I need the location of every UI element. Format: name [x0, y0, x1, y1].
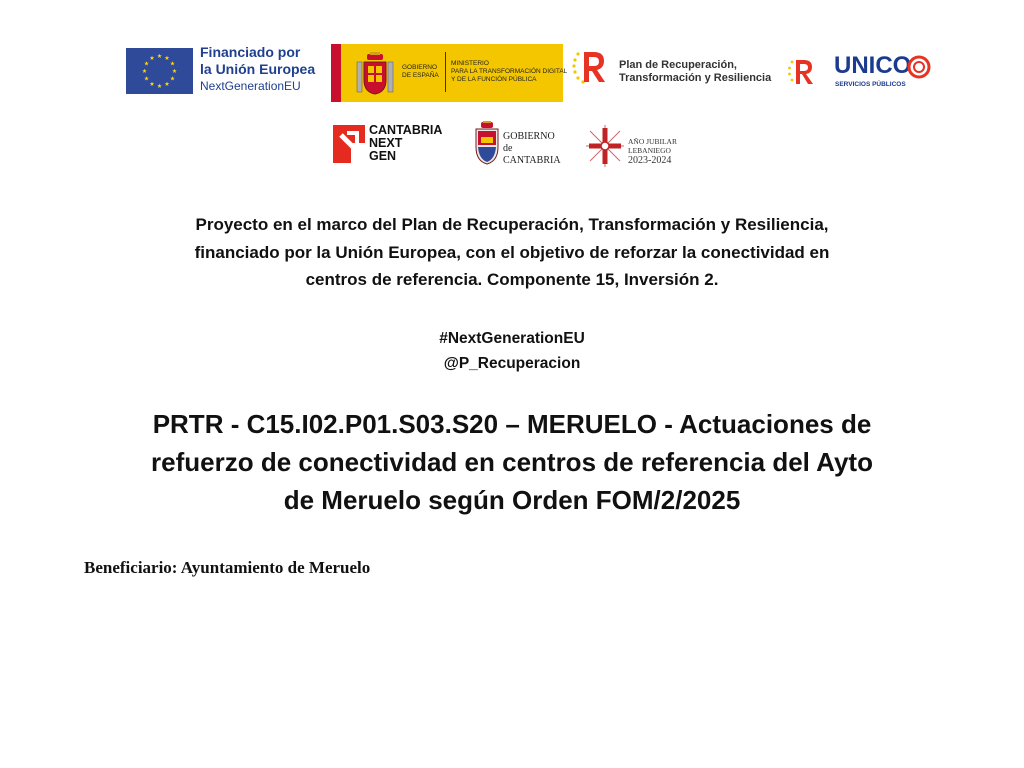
gcant-line-3: CANTABRIA — [503, 155, 561, 166]
jubilar-cross-icon — [586, 125, 624, 172]
jubilar-text — [628, 137, 677, 167]
jubilar-line-1: AÑO JUBILAR — [628, 137, 677, 146]
eu-star-icon — [157, 84, 162, 88]
eu-star-icon — [142, 69, 147, 73]
cantabria-line-2: NEXT — [369, 136, 403, 150]
gobierno-line-1: GOBIERNO — [402, 64, 438, 71]
title-line-3: de Meruelo según Orden FOM/2/2025 — [283, 485, 741, 515]
eu-stars-icon — [126, 48, 193, 94]
cantabria-next-gen-text — [369, 124, 442, 163]
eu-line-2: la Unión Europea — [200, 61, 316, 77]
title-line-2: refuerzo de conectividad en centros de referencia del Ayto — [151, 447, 873, 477]
prtr-line-1: Plan de Recuperación, — [619, 59, 737, 71]
jubilar-years: 2023-2024 — [628, 155, 672, 166]
eu-star-icon — [144, 76, 149, 80]
social-tags — [70, 326, 954, 376]
unico-name: UNICO — [834, 52, 912, 79]
intro-line-1: Proyecto en el marco del Plan de Recuperación, Transformación y Resiliencia, — [195, 215, 829, 234]
twitter-handle: @P_Recuperacion — [443, 355, 581, 372]
gobierno-divider — [445, 52, 446, 92]
eu-star-icon — [172, 69, 177, 73]
title-line-1: PRTR - C15.I02.P01.S03.S20 – MERUELO - Actuaciones de — [152, 409, 872, 439]
cantabria-next-gen-icon — [333, 125, 365, 168]
ministerio-line-1: MINISTERIO — [451, 60, 489, 67]
eu-star-icon — [150, 82, 155, 86]
cantabria-line-3: GEN — [369, 149, 397, 163]
jubilar-line-2: LEBANIEGO — [628, 146, 671, 155]
project-title — [40, 405, 984, 519]
cantabria-line-1: CANTABRIA — [369, 123, 443, 137]
eu-star-icon — [144, 61, 149, 65]
eu-star-icon — [157, 54, 162, 58]
gobierno-stripe — [331, 44, 341, 102]
intro-paragraph — [70, 211, 954, 294]
unico-subtitle: SERVICIOS PÚBLICOS — [835, 81, 906, 88]
cantabria-shield-icon — [474, 121, 500, 170]
eu-star-icon — [170, 61, 175, 65]
ministerio-label — [451, 60, 567, 84]
eu-flag-logo — [126, 48, 193, 94]
eu-star-icon — [165, 82, 170, 86]
intro-line-2: financiado por la Unión Europea, con el objetivo de reforzar la conectividad en — [194, 242, 830, 262]
eu-line-1: Financiado por — [200, 44, 301, 60]
beneficiary-text: Beneficiario: Ayuntamiento de Meruelo — [84, 558, 371, 577]
unico-signal-icon — [907, 55, 931, 84]
prtr-logo-icon — [572, 46, 614, 91]
gobierno-cantabria-text — [503, 131, 561, 167]
eu-star-icon — [165, 56, 170, 60]
gcant-line-1: GOBIERNO — [503, 131, 555, 142]
hashtag: #NextGenerationEU — [439, 330, 585, 347]
eu-star-icon — [150, 56, 155, 60]
intro-line-3: centros de referencia. Componente 15, Inversión 2. — [305, 270, 719, 289]
gobierno-espana-label — [402, 64, 439, 80]
spain-coat-of-arms-icon — [355, 52, 395, 103]
ministerio-line-2: PARA LA TRANSFORMACIÓN DIGITAL — [451, 68, 568, 75]
gcant-line-2: de — [503, 143, 513, 154]
prtr-name — [619, 59, 771, 85]
unico-prtr-icon — [787, 56, 821, 93]
eu-funding-text — [200, 44, 325, 94]
eu-star-icon — [170, 76, 175, 80]
ministerio-line-3: Y DE LA FUNCIÓN PÚBLICA — [451, 76, 537, 83]
prtr-line-2: Transformación y Resiliencia — [619, 72, 772, 84]
gobierno-line-2: DE ESPAÑA — [402, 72, 439, 79]
eu-line-3: NextGenerationEU — [200, 79, 301, 93]
